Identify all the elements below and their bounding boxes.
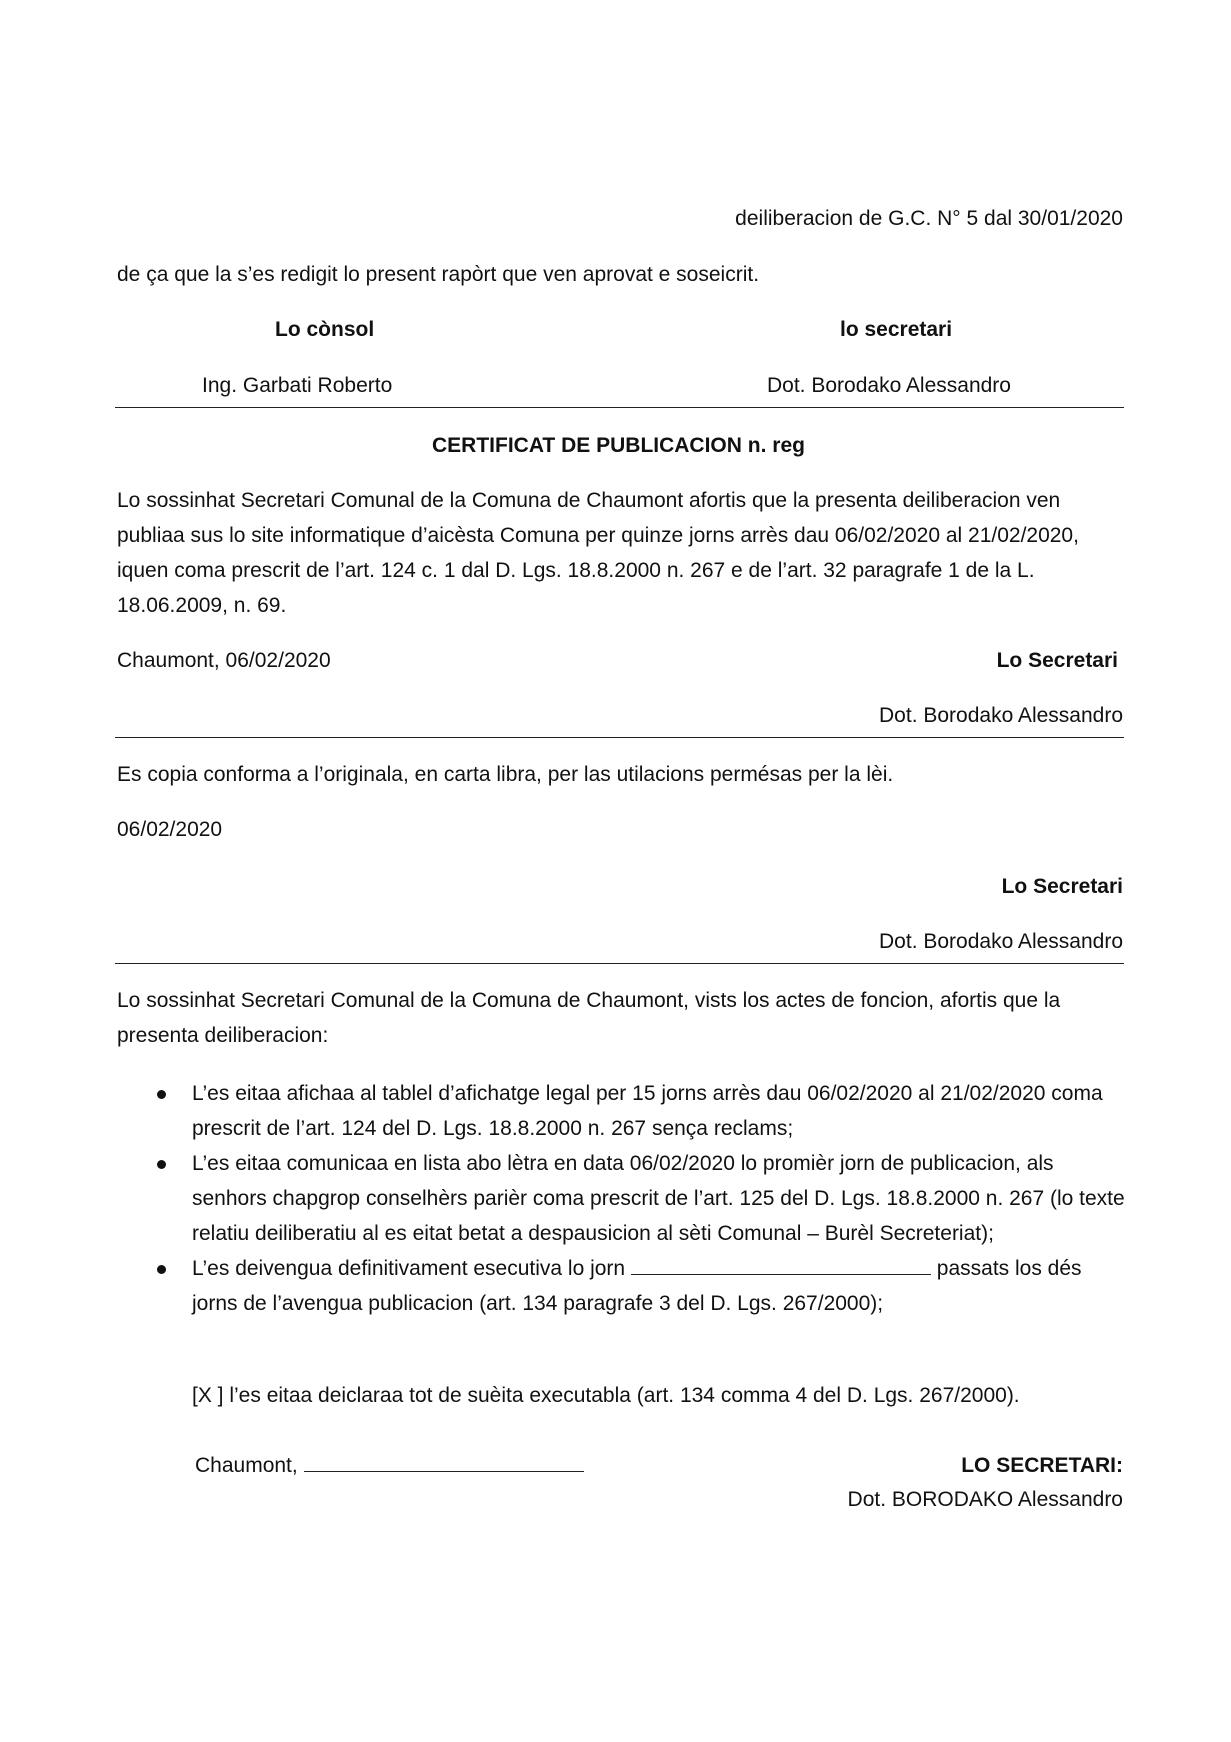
divider-1	[115, 407, 1124, 408]
executable-declaration: [X ] l’es eitaa deiclaraa tot de suèita executabla (art. 134 comma 4 del D. Lgs. 267/2000).	[192, 1384, 1020, 1407]
secretari-name: Dot. Borodako Alessandro	[767, 374, 1011, 397]
final-signer-title: LO SECRETARI:	[961, 1454, 1123, 1477]
divider-2	[115, 737, 1124, 738]
list-item	[117, 1076, 1127, 1146]
list-item	[117, 1146, 1127, 1251]
certificate-title: CERTIFICAT DE PUBLICACION n. reg	[432, 434, 805, 457]
deliberation-reference: deiliberacion de G.C. N° 5 dal 30/01/2020	[735, 207, 1123, 230]
final-place	[195, 1448, 584, 1484]
execution-bullet-list	[117, 1076, 1127, 1321]
certificate-body: Lo sossinhat Secretari Comunal de la Comuna de Chaumont afortis que la presenta deiliberacion ven publiaa sus lo site informatique d’aicèsta Comuna per quinze jorns arrès dau 06/02/2020 al 21/02/2020, iquen coma prescrit de l’art. 124 c. 1 dal D. Lgs. 18.8.2000 n. 267 e de l’art. 32 paragrafe 1 de la L. 18.06.2009, n. 69.	[117, 489, 1079, 617]
bullet-icon	[157, 1265, 166, 1274]
bullet-text-2: L’es eitaa comunicaa en lista abo lètra en data 06/02/2020 lo promièr jorn de publicacion, als senhors chapgrop conselhèrs parièr coma prescrit de l’art. 125 del D. Lgs. 18.8.2000 n. 267 (lo texte relatiu deiliberatiu al es eitat betat a despausicion al sèti Comunal – Burèl Secreteriat);	[192, 1152, 1125, 1245]
bullet-text-3-after: passats los dés jorns de l’avengua publicacion (art. 134 paragrafe 3 del D. Lgs. 267/2000);	[192, 1257, 1082, 1315]
secretari-title: lo secretari	[840, 318, 953, 341]
approval-statement: de ça que la s’es redigit lo present rapòrt que ven aprovat e soseicrit.	[117, 263, 760, 286]
certificate-place-date: Chaumont, 06/02/2020	[117, 649, 331, 672]
execution-intro: Lo sossinhat Secretari Comunal de la Comuna de Chaumont, vists los actes de foncion, afortis que la presenta deiliberacion:	[117, 989, 1061, 1047]
final-date-blank[interactable]	[304, 1451, 584, 1472]
bullet-icon	[157, 1160, 166, 1169]
bullet-icon	[157, 1090, 166, 1099]
list-item	[117, 1251, 1127, 1321]
final-signer-name: Dot. BORODAKO Alessandro	[847, 1488, 1123, 1511]
execution-date-blank[interactable]	[631, 1254, 931, 1275]
divider-3	[115, 963, 1124, 964]
bullet-text-3-before: L’es deivengua definitivament esecutiva lo jorn	[192, 1257, 626, 1280]
bullet-text-1: L’es eitaa afichaa al tablel d’afichatge legal per 15 jorns arrès dau 06/02/2020 al 21/02/2020 coma prescrit de l’art. 124 del D. Lgs. 18.8.2000 n. 267 sença reclams;	[192, 1082, 1103, 1140]
certificate-signer-title: Lo Secretari	[996, 649, 1118, 672]
final-place-label: Chaumont,	[195, 1454, 298, 1477]
consol-name: Ing. Garbati Roberto	[202, 374, 393, 397]
copy-date: 06/02/2020	[117, 818, 223, 841]
copy-conformity-text: Es copia conforma a l’originala, en carta libra, per las utilacions permésas per la lèi.	[117, 763, 894, 786]
consol-title: Lo cònsol	[275, 318, 375, 341]
copy-signer-title: Lo Secretari	[1001, 875, 1123, 898]
copy-signer-name: Dot. Borodako Alessandro	[879, 930, 1123, 953]
certificate-signer-name: Dot. Borodako Alessandro	[879, 704, 1123, 727]
